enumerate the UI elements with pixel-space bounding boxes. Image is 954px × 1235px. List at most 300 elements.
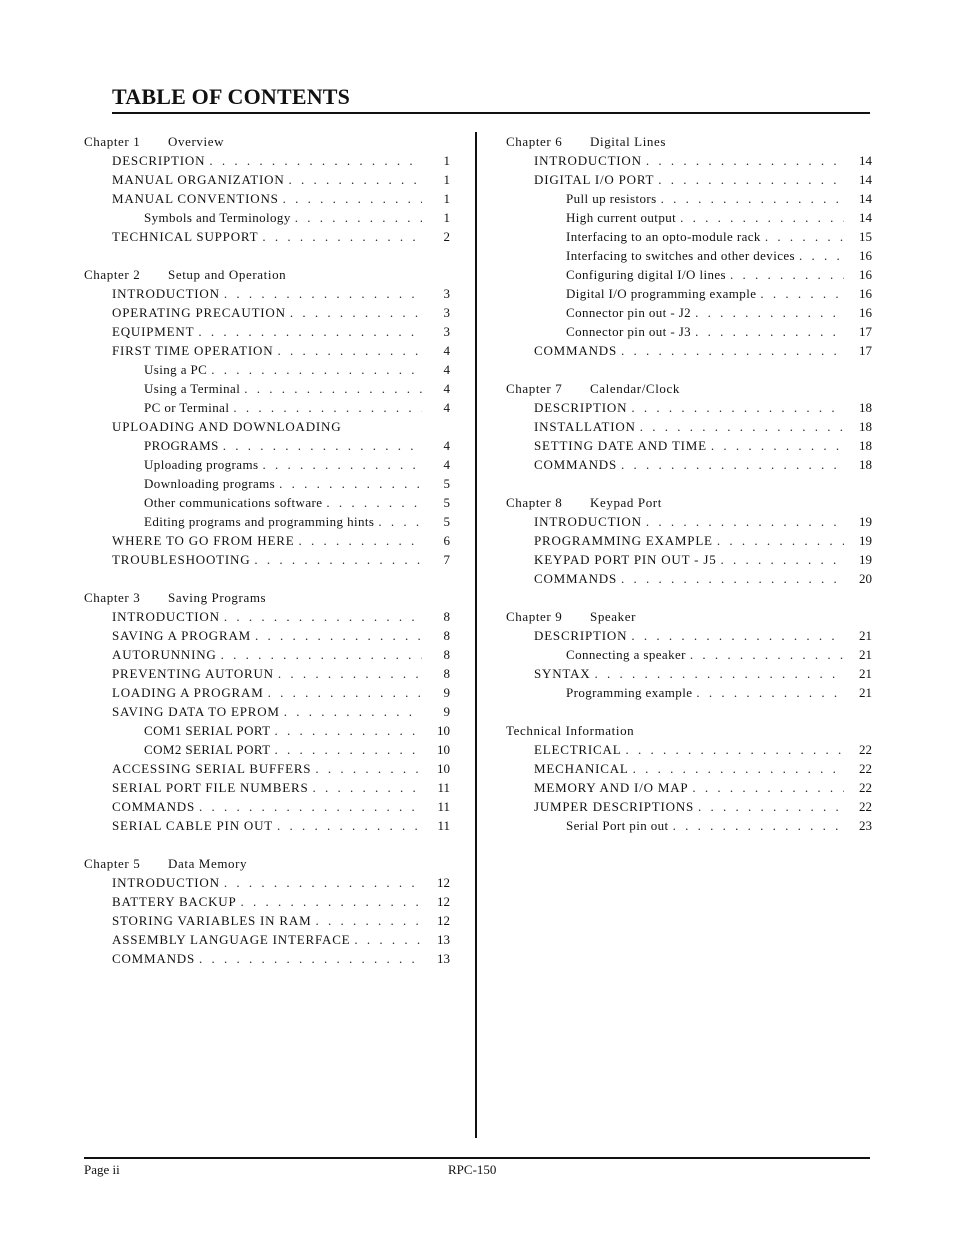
toc-entry[interactable] <box>84 170 450 189</box>
dot-leader <box>312 778 422 797</box>
toc-entry[interactable] <box>506 436 872 455</box>
dot-leader <box>278 664 422 683</box>
dot-leader <box>354 930 422 949</box>
entry-label: LOADING A PROGRAM <box>112 685 264 700</box>
chapter-heading[interactable] <box>506 493 872 512</box>
dot-leader <box>275 721 423 740</box>
toc-entry[interactable] <box>84 778 450 797</box>
entry-page-number: 5 <box>443 495 450 510</box>
entry-page-number: 21 <box>859 685 872 700</box>
dot-leader <box>378 512 422 531</box>
entry-page-number: 21 <box>859 666 872 681</box>
entry-page-number: 14 <box>859 191 872 206</box>
toc-entry[interactable] <box>84 664 450 683</box>
entry-label: Downloading programs <box>144 476 276 491</box>
footer-page-number: Page ii <box>84 1162 120 1177</box>
toc-entry[interactable] <box>506 246 872 265</box>
entry-page-number: 19 <box>859 552 872 567</box>
dot-leader <box>799 246 844 265</box>
entry-page-number: 4 <box>443 343 450 358</box>
dot-leader <box>646 151 844 170</box>
toc-entry[interactable] <box>84 455 450 474</box>
entry-page-number: 10 <box>437 723 450 738</box>
toc-entry[interactable] <box>506 512 872 531</box>
entry-page-number: 14 <box>859 210 872 225</box>
dot-leader <box>241 892 423 911</box>
toc-entry[interactable] <box>84 892 450 911</box>
dot-leader <box>198 322 422 341</box>
toc-entry[interactable] <box>84 607 450 626</box>
toc-entry[interactable] <box>506 417 872 436</box>
toc-entry[interactable] <box>506 189 872 208</box>
toc-entry[interactable] <box>506 740 872 759</box>
entry-label: Using a PC <box>144 362 208 377</box>
dot-leader <box>244 379 422 398</box>
dot-leader <box>760 284 844 303</box>
dot-leader <box>621 341 844 360</box>
dot-leader <box>315 911 422 930</box>
dot-leader <box>290 303 422 322</box>
chapter-heading[interactable] <box>84 132 450 151</box>
toc-entry[interactable] <box>506 664 872 683</box>
dot-leader <box>262 227 422 246</box>
entry-label: MEMORY AND I/O MAP <box>534 780 689 795</box>
entry-page-number: 19 <box>859 533 872 548</box>
toc-entry[interactable] <box>84 417 450 436</box>
toc-entry[interactable] <box>506 265 872 284</box>
toc-left-column <box>84 132 450 987</box>
toc-entry[interactable] <box>84 740 450 759</box>
dot-leader <box>721 550 844 569</box>
toc-entry[interactable] <box>84 208 450 227</box>
dot-leader <box>224 284 422 303</box>
entry-page-number: 10 <box>437 761 450 776</box>
entry-page-number: 3 <box>443 286 450 301</box>
toc-entry[interactable] <box>506 170 872 189</box>
dot-leader <box>658 170 844 189</box>
entry-label: COMMANDS <box>534 343 617 358</box>
dot-leader <box>233 398 422 417</box>
column-divider <box>475 132 477 1138</box>
entry-page-number: 22 <box>859 761 872 776</box>
dot-leader <box>711 436 844 455</box>
entry-page-number: 1 <box>443 191 450 206</box>
toc-entry[interactable] <box>84 797 450 816</box>
toc-entry[interactable] <box>84 379 450 398</box>
entry-page-number: 8 <box>443 647 450 662</box>
entry-label: TROUBLESHOOTING <box>112 552 251 567</box>
dot-leader <box>698 797 844 816</box>
entry-page-number: 18 <box>859 419 872 434</box>
entry-page-number: 5 <box>443 476 450 491</box>
toc-entry[interactable] <box>84 189 450 208</box>
entry-label: SETTING DATE AND TIME <box>534 438 707 453</box>
entry-label: INTRODUCTION <box>112 609 220 624</box>
chapter-number: Chapter 1 <box>84 134 141 149</box>
entry-page-number: 1 <box>443 172 450 187</box>
entry-page-number: 11 <box>437 818 450 833</box>
entry-label: STORING VARIABLES IN RAM <box>112 913 312 928</box>
chapter-number: Chapter 2 <box>84 267 141 282</box>
dot-leader <box>661 189 844 208</box>
dot-leader <box>223 436 422 455</box>
entry-label: ASSEMBLY LANGUAGE INTERFACE <box>112 932 351 947</box>
toc-entry[interactable] <box>84 816 450 835</box>
chapter-number: Chapter 5 <box>84 856 141 871</box>
page-title: TABLE OF CONTENTS <box>112 84 351 109</box>
chapter-heading[interactable] <box>84 265 450 284</box>
toc-entry[interactable] <box>506 284 872 303</box>
toc-chapter <box>84 132 450 246</box>
toc-entry[interactable] <box>84 227 450 246</box>
entry-label: Interfacing to an opto-module rack <box>566 229 761 244</box>
dot-leader <box>640 417 844 436</box>
entry-page-number: 16 <box>859 248 872 263</box>
entry-label: COMMANDS <box>112 951 195 966</box>
entry-label: DESCRIPTION <box>534 400 628 415</box>
entry-page-number: 15 <box>859 229 872 244</box>
dot-leader <box>621 569 844 588</box>
dot-leader <box>211 360 422 379</box>
toc-entry[interactable] <box>84 930 450 949</box>
dot-leader <box>621 455 844 474</box>
dot-leader <box>262 455 422 474</box>
entry-page-number: 11 <box>437 799 450 814</box>
entry-page-number: 21 <box>859 628 872 643</box>
toc-entry[interactable] <box>84 550 450 569</box>
dot-leader <box>289 170 422 189</box>
chapter-heading[interactable] <box>506 607 872 626</box>
dot-leader <box>631 626 844 645</box>
toc-entry[interactable] <box>84 322 450 341</box>
toc-chapter <box>84 265 450 569</box>
toc-entry[interactable] <box>84 873 450 892</box>
chapter-heading[interactable] <box>84 588 450 607</box>
dot-leader <box>277 341 422 360</box>
toc-chapter <box>506 721 872 835</box>
chapter-title: Digital Lines <box>590 134 667 149</box>
dot-leader <box>695 303 844 322</box>
toc-entry[interactable] <box>506 151 872 170</box>
entry-page-number: 19 <box>859 514 872 529</box>
toc-chapter <box>506 607 872 702</box>
entry-label: COMMANDS <box>534 457 617 472</box>
entry-page-number: 12 <box>437 913 450 928</box>
entry-page-number: 20 <box>859 571 872 586</box>
dot-leader <box>284 702 422 721</box>
entry-label: KEYPAD PORT PIN OUT - J5 <box>534 552 717 567</box>
entry-label: Symbols and Terminology <box>144 210 291 225</box>
dot-leader <box>199 797 422 816</box>
chapter-title: Setup and Operation <box>168 267 287 282</box>
entry-page-number: 9 <box>443 704 450 719</box>
toc-entry[interactable] <box>84 626 450 645</box>
dot-leader <box>326 493 422 512</box>
entry-label: COMMANDS <box>112 799 195 814</box>
entry-label: Serial Port pin out <box>566 818 669 833</box>
entry-label: Interfacing to switches and other devices <box>566 248 796 263</box>
entry-label: Using a Terminal <box>144 381 241 396</box>
toc-entry[interactable] <box>506 208 872 227</box>
dot-leader <box>646 512 844 531</box>
toc-entry[interactable] <box>506 778 872 797</box>
entry-label: SERIAL CABLE PIN OUT <box>112 818 274 833</box>
dot-leader <box>298 531 422 550</box>
entry-page-number: 3 <box>443 324 450 339</box>
entry-label: SERIAL PORT FILE NUMBERS <box>112 780 309 795</box>
entry-page-number: 16 <box>859 305 872 320</box>
entry-page-number: 6 <box>443 533 450 548</box>
entry-label: DESCRIPTION <box>112 153 206 168</box>
toc-entry[interactable] <box>506 455 872 474</box>
dot-leader <box>594 664 844 683</box>
entry-label: Pull up resistors <box>566 191 657 206</box>
entry-page-number: 17 <box>859 343 872 358</box>
toc-entry[interactable] <box>506 341 872 360</box>
entry-label: WHERE TO GO FROM HERE <box>112 533 295 548</box>
entry-label: MANUAL ORGANIZATION <box>112 172 285 187</box>
entry-page-number: 8 <box>443 666 450 681</box>
entry-page-number: 7 <box>443 552 450 567</box>
dot-leader <box>254 550 422 569</box>
entry-label: INTRODUCTION <box>112 286 220 301</box>
entry-label: INTRODUCTION <box>112 875 220 890</box>
dot-leader <box>696 683 844 702</box>
entry-label: JUMPER DESCRIPTIONS <box>534 799 695 814</box>
entry-page-number: 4 <box>443 457 450 472</box>
chapter-number: Chapter 3 <box>84 590 141 605</box>
footer-rule <box>84 1157 870 1159</box>
entry-label: ACCESSING SERIAL BUFFERS <box>112 761 312 776</box>
entry-page-number: 1 <box>443 153 450 168</box>
entry-page-number: 10 <box>437 742 450 757</box>
entry-label: SAVING A PROGRAM <box>112 628 251 643</box>
chapter-title: Overview <box>168 134 225 149</box>
toc-entry[interactable] <box>84 341 450 360</box>
entry-label: Editing programs and programming hints <box>144 514 375 529</box>
entry-page-number: 21 <box>859 647 872 662</box>
entry-page-number: 23 <box>859 818 872 833</box>
entry-label: INTRODUCTION <box>534 514 642 529</box>
toc-chapter <box>84 854 450 968</box>
entry-page-number: 18 <box>859 438 872 453</box>
entry-label: Configuring digital I/O lines <box>566 267 727 282</box>
entry-page-number: 1 <box>443 210 450 225</box>
entry-label: DIGITAL I/O PORT <box>534 172 655 187</box>
toc-entry[interactable] <box>84 512 450 531</box>
toc-chapter <box>506 379 872 474</box>
toc-entry[interactable] <box>84 949 450 968</box>
dot-leader <box>730 265 844 284</box>
entry-page-number: 12 <box>437 894 450 909</box>
entry-page-number: 16 <box>859 267 872 282</box>
chapter-title: Saving Programs <box>168 590 267 605</box>
entry-page-number: 11 <box>437 780 450 795</box>
toc-entry[interactable] <box>84 721 450 740</box>
dot-leader <box>255 626 422 645</box>
entry-label: COM2 SERIAL PORT <box>144 742 271 757</box>
chapter-title: Data Memory <box>168 856 248 871</box>
entry-label: PROGRAMS <box>144 438 219 453</box>
toc-entry[interactable] <box>84 645 450 664</box>
entry-label: Connecting a speaker <box>566 647 686 662</box>
toc-entry[interactable] <box>84 531 450 550</box>
dot-leader <box>695 322 844 341</box>
toc-entry[interactable] <box>506 683 872 702</box>
dot-leader <box>633 759 844 778</box>
toc-entry[interactable] <box>84 683 450 702</box>
entry-label: COMMANDS <box>534 571 617 586</box>
dot-leader <box>277 816 422 835</box>
toc-entry[interactable] <box>506 531 872 550</box>
entry-label: Connector pin out - J3 <box>566 324 692 339</box>
chapter-number: Chapter 9 <box>506 609 563 624</box>
entry-page-number: 4 <box>443 438 450 453</box>
entry-label: EQUIPMENT <box>112 324 195 339</box>
entry-label: MECHANICAL <box>534 761 629 776</box>
footer-product-name: RPC-150 <box>448 1162 497 1177</box>
dot-leader <box>631 398 844 417</box>
toc-entry[interactable] <box>84 759 450 778</box>
toc-entry[interactable] <box>84 360 450 379</box>
entry-page-number: 4 <box>443 362 450 377</box>
dot-leader <box>690 645 844 664</box>
toc-entry[interactable] <box>506 816 872 835</box>
chapter-title: Keypad Port <box>590 495 662 510</box>
dot-leader <box>295 208 422 227</box>
dot-leader <box>692 778 844 797</box>
toc-entry[interactable] <box>506 797 872 816</box>
toc-chapter <box>84 588 450 835</box>
entry-label: SYNTAX <box>534 666 591 681</box>
entry-label: Digital I/O programming example <box>566 286 757 301</box>
chapter-title: Speaker <box>590 609 637 624</box>
entry-label: Connector pin out - J2 <box>566 305 692 320</box>
entry-label: PC or Terminal <box>144 400 230 415</box>
entry-label: OPERATING PRECAUTION <box>112 305 286 320</box>
dot-leader <box>279 474 422 493</box>
dot-leader <box>717 531 844 550</box>
entry-label: PROGRAMMING EXAMPLE <box>534 533 713 548</box>
entry-label: Uploading programs <box>144 457 259 472</box>
dot-leader <box>275 740 423 759</box>
entry-page-number: 3 <box>443 305 450 320</box>
chapter-number: Technical Information <box>506 723 635 738</box>
chapter-number: Chapter 8 <box>506 495 563 510</box>
entry-label: PREVENTING AUTORUN <box>112 666 274 681</box>
entry-page-number: 13 <box>437 951 450 966</box>
chapter-heading[interactable] <box>506 132 872 151</box>
toc-entry[interactable] <box>84 303 450 322</box>
entry-page-number: 22 <box>859 742 872 757</box>
entry-label: INSTALLATION <box>534 419 636 434</box>
entry-label: Programming example <box>566 685 693 700</box>
toc-chapter <box>506 493 872 588</box>
dot-leader <box>680 208 844 227</box>
chapter-number: Chapter 7 <box>506 381 563 396</box>
entry-label: INTRODUCTION <box>534 153 642 168</box>
chapter-heading[interactable] <box>506 721 872 740</box>
entry-page-number: 22 <box>859 799 872 814</box>
toc-entry[interactable] <box>506 569 872 588</box>
toc-entry[interactable] <box>84 702 450 721</box>
dot-leader <box>315 759 422 778</box>
toc-entry[interactable] <box>84 151 450 170</box>
entry-page-number: 2 <box>443 229 450 244</box>
toc-entry[interactable] <box>84 493 450 512</box>
entry-label: High current output <box>566 210 677 225</box>
entry-label: DESCRIPTION <box>534 628 628 643</box>
entry-page-number: 12 <box>437 875 450 890</box>
toc-chapter <box>506 132 872 360</box>
dot-leader <box>199 949 422 968</box>
entry-label: UPLOADING AND DOWNLOADING <box>112 419 342 434</box>
dot-leader <box>765 227 844 246</box>
entry-label: BATTERY BACKUP <box>112 894 237 909</box>
dot-leader <box>224 607 422 626</box>
toc-entry[interactable] <box>84 284 450 303</box>
entry-page-number: 14 <box>859 172 872 187</box>
toc-entry[interactable] <box>506 303 872 322</box>
dot-leader <box>268 683 422 702</box>
entry-page-number: 16 <box>859 286 872 301</box>
chapter-number: Chapter 6 <box>506 134 563 149</box>
chapter-title: Calendar/Clock <box>590 381 680 396</box>
entry-label: SAVING DATA TO EPROM <box>112 704 280 719</box>
entry-label: MANUAL CONVENTIONS <box>112 191 279 206</box>
dot-leader <box>224 873 422 892</box>
toc-entry[interactable] <box>84 911 450 930</box>
entry-label: AUTORUNNING <box>112 647 217 662</box>
chapter-heading[interactable] <box>84 854 450 873</box>
entry-label: ELECTRICAL <box>534 742 622 757</box>
toc-entry[interactable] <box>84 436 450 455</box>
entry-page-number: 14 <box>859 153 872 168</box>
entry-page-number: 22 <box>859 780 872 795</box>
entry-label: COM1 SERIAL PORT <box>144 723 271 738</box>
entry-page-number: 4 <box>443 381 450 396</box>
toc-entry[interactable] <box>84 474 450 493</box>
toc-entry[interactable] <box>506 227 872 246</box>
dot-leader <box>209 151 422 170</box>
chapter-heading[interactable] <box>506 379 872 398</box>
dot-leader <box>283 189 422 208</box>
toc-entry[interactable] <box>506 398 872 417</box>
entry-page-number: 18 <box>859 457 872 472</box>
entry-label: Other communications software <box>144 495 323 510</box>
toc-entry[interactable] <box>84 398 450 417</box>
entry-page-number: 5 <box>443 514 450 529</box>
dot-leader <box>625 740 844 759</box>
entry-page-number: 9 <box>443 685 450 700</box>
entry-page-number: 18 <box>859 400 872 415</box>
title-rule <box>112 112 870 114</box>
toc-entry[interactable] <box>506 550 872 569</box>
dot-leader <box>221 645 422 664</box>
dot-leader <box>673 816 844 835</box>
toc-right-column <box>506 132 872 854</box>
entry-label: TECHNICAL SUPPORT <box>112 229 259 244</box>
entry-page-number: 13 <box>437 932 450 947</box>
toc-entry[interactable] <box>506 322 872 341</box>
toc-entry[interactable] <box>506 645 872 664</box>
entry-page-number: 8 <box>443 628 450 643</box>
toc-entry[interactable] <box>506 626 872 645</box>
entry-label: FIRST TIME OPERATION <box>112 343 274 358</box>
entry-page-number: 4 <box>443 400 450 415</box>
toc-entry[interactable] <box>506 759 872 778</box>
entry-page-number: 17 <box>859 324 872 339</box>
